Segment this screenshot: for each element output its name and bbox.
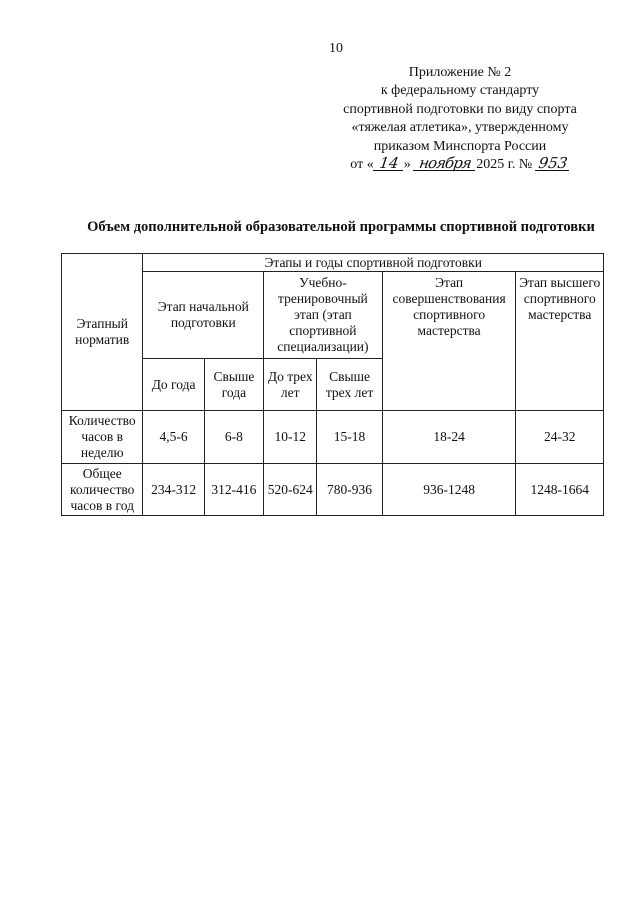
table-row (62, 464, 604, 516)
header-line-3: «тяжелая атлетика», утвержденному (351, 120, 569, 136)
table-row (62, 411, 604, 464)
page-number: 10 (329, 41, 343, 56)
table-cell: 780-936 (317, 464, 382, 516)
table-cell: 24-32 (516, 411, 604, 464)
header-line-1: к федеральному стандарту (380, 83, 540, 99)
row-label: Количество часов в неделю (62, 411, 143, 464)
column-header-highest-stage: Этап высшего спортивного мастерства (516, 272, 604, 411)
appendix-label: Приложение № 2 (408, 65, 512, 80)
table-header-row (62, 272, 604, 359)
table-cell: 312-416 (204, 464, 263, 516)
table-cell: 936-1248 (382, 464, 516, 516)
handwritten-order-number: 953 (535, 156, 571, 171)
order-year: 2025 г. № (476, 157, 533, 173)
date-mid: » (403, 157, 411, 173)
column-header-training-year-2: Свыше трех лет (317, 359, 382, 411)
column-group-header: Этапы и годы спортивной подготовки (143, 254, 604, 272)
order-date-line (320, 156, 600, 174)
table-cell: 10-12 (264, 411, 317, 464)
table-cell: 1248-1664 (516, 464, 604, 516)
document-title: Объем дополнительной образовательной программы спортивной подготовки (87, 219, 595, 235)
column-header-initial-year-2: Свыше года (204, 359, 263, 411)
table-cell: 6-8 (204, 411, 263, 464)
table-cell: 18-24 (382, 411, 516, 464)
column-header-improvement-stage: Этап совершенствования спортивного мастерства (382, 272, 516, 411)
column-header-initial-stage: Этап начальной подготовки (143, 272, 264, 359)
header-line-4: приказом Минспорта России (373, 138, 547, 154)
column-header-initial-year-1: До года (143, 359, 204, 411)
row-label: Общее количество часов в год (62, 464, 143, 516)
table-cell: 4,5-6 (143, 411, 204, 464)
table-cell: 520-624 (264, 464, 317, 516)
column-header-training-stage: Учебно-тренировочный этап (этап спортивной специализации) (264, 272, 383, 359)
column-header-training-year-1: До трех лет (264, 359, 317, 411)
table-cell: 15-18 (317, 411, 382, 464)
handwritten-day: 14 (373, 156, 405, 171)
header-line-2: спортивной подготовки по виду спорта (343, 101, 577, 117)
appendix-header (320, 64, 600, 174)
handwritten-month: ноября (413, 156, 477, 171)
program-volume-table (61, 253, 604, 516)
table-header-row (62, 254, 604, 272)
column-header-norm: Этапный норматив (62, 254, 143, 411)
date-prefix: от « (350, 157, 374, 173)
table-cell: 234-312 (143, 464, 204, 516)
